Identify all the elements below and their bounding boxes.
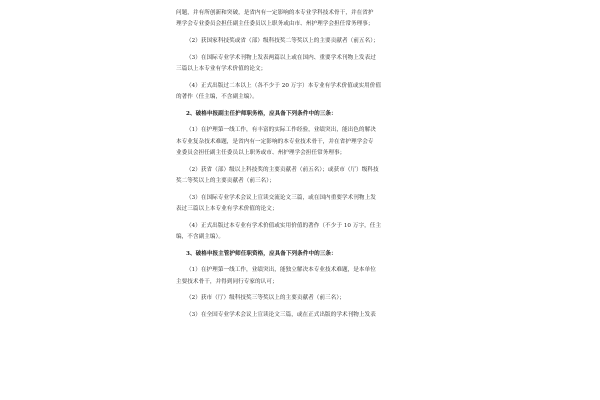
document-text-line: 本专业复杂技术难题，是省内有一定影响的本专业技术骨干，并在省护理学会专 (176, 138, 374, 145)
document-text-line: 主要技术骨干，并得到同行专家的认可； (176, 278, 278, 285)
document-text-line: 奖二等奖以上的主要贡献者（前三名）； (176, 177, 275, 184)
document-text-line: 业委员会担任副主任委员以上职务或市、州护理学会担任常务理事； (176, 149, 346, 156)
document-text-line: 三篇以上本专业有学术价值的论文； (176, 65, 267, 72)
section-heading-line: 2、破格申报副主任护师职务格，应具备下列条件中的三条： (186, 110, 337, 117)
document-text-line: （3）在全国专业学术会议上宣读论文三篇，或在正式出版的学术刊物上发表 (186, 311, 376, 318)
document-text-line: 表过三篇以上本专业有学术价值的论文； (176, 205, 278, 212)
document-text-line: （4）正式出版过二本以上（各不少于 20 万字）本专业有学术价值或实用价值 (186, 82, 382, 89)
document-text-line: 的著作（任主编，不含副主编）。 (176, 93, 258, 100)
document-text-line: （3）在国际专业学术会议上宣读交流论文三篇，或在国内重要学术刊物上发 (186, 194, 376, 201)
document-text-line: 编，不含副主编）。 (176, 233, 224, 240)
document-text-line: （4）正式出版过本专业有学术价值或实用价值的著作（不少于 10 万字，任主 (186, 222, 382, 229)
document-text-line: 理学会专业委员会担任副主任委员以上职务或由市、州护理学会担任常务理事； (176, 21, 374, 28)
document-text-line: （1）在护理第一线工作，有丰富的实际工作经验，业绩突出，能出色的解决 (186, 127, 376, 134)
document-text-line: （2）获省（部）级以上科技奖的主要贡献者（前五名）；或获市（厅）级科技 (186, 166, 379, 173)
document-text-line: 问题，并有所创新和突破，是省内有一定影响的本专业学科技术骨干，并在省护 (176, 10, 374, 16)
document-text-line: （3）在国际专业学术刊物上发表两篇以上或在国内、重要学术刊物上发表过 (186, 54, 376, 61)
document-body (176, 8, 426, 321)
document-text-line: （1）在护理第一线工作，业绩突出，能独立解决本专业技术难题，是本单位 (186, 267, 376, 274)
document-text-line: （2）获市（厅）级科技奖三等奖以上的主要贡献者（前三名）； (186, 295, 345, 302)
document-text-line: （2）获国家科技奖或省（部）级科技奖二等奖以上的主要贡献者（前五名）； (186, 37, 379, 44)
section-heading-line: 3、破格申报主管护师任职资格，应具备下列条件中的三条： (186, 250, 337, 257)
